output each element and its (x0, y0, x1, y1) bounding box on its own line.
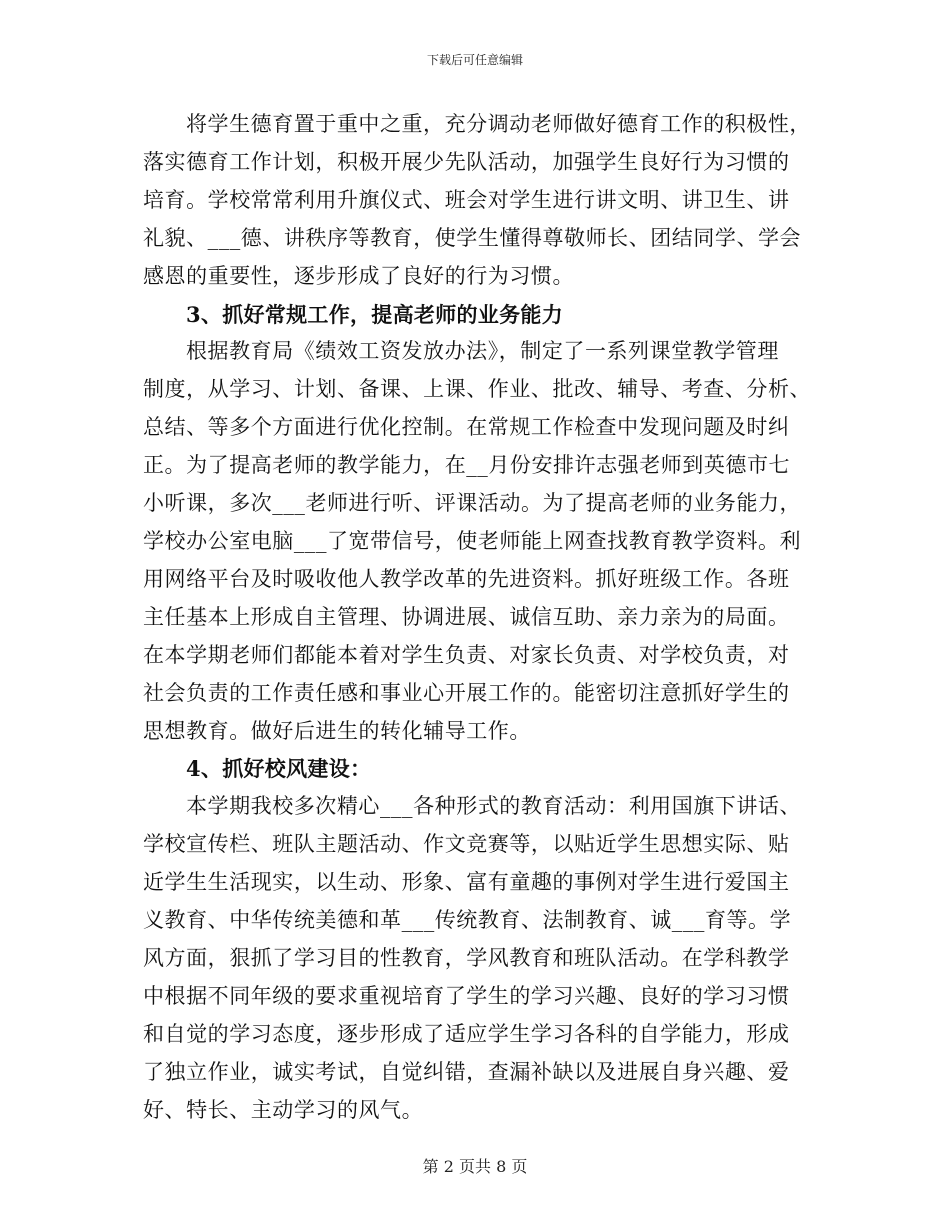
text-line: 学校办公室电脑___了宽带信号，使老师能上网查找教育教学资料。利 (143, 528, 802, 553)
text-line: 主任基本上形成自主管理、协调进展、诚信互助、亲力亲为的局面。 (143, 604, 790, 629)
text-line: 用网络平台及时吸收他人教学改革的先进资料。抓好班级工作。各班 (143, 566, 790, 591)
section-heading-4: 4、抓好校风建设： (186, 756, 372, 782)
text-line: 本学期我校多次精心___各种形式的教育活动：利用国旗下讲话、 (186, 794, 801, 819)
paragraph-moral-education (143, 106, 813, 296)
text-line: 落实德育工作计划，积极开展少先队活动，加强学生良好行为习惯的 (143, 149, 790, 174)
text-line: 和自觉的学习态度，逐步形成了适应学生学习各科的自学能力，形成 (143, 1021, 790, 1046)
text-line: 风方面，狠抓了学习目的性教育，学风教育和班队活动。在学科教学 (143, 945, 790, 970)
text-line: 小听课，多次___老师进行听、评课活动。为了提高老师的业务能力， (143, 491, 802, 516)
text-line: 将学生德育置于重中之重，充分调动老师做好德育工作的积极性， (186, 112, 811, 136)
text-line: 中根据不同年级的要求重视培育了学生的学习兴趣、良好的学习习惯 (143, 983, 790, 1008)
page-footer: 第 2 页共 8 页 (422, 1157, 528, 1176)
paragraph-routine-work (143, 333, 813, 750)
text-line: 好、特长、主动学习的风气。 (143, 1097, 424, 1122)
text-line: 礼貌、___德、讲秩序等教育，使学生懂得尊敬师长、团结同学、学会 (143, 225, 802, 250)
page-header: 下载后可任意编辑 (426, 53, 523, 67)
document-body (143, 106, 813, 1129)
text-line: 学校宣传栏、班队主题活动、作文竞赛等，以贴近学生思想实际、贴 (143, 832, 790, 857)
section-heading-3: 3、抓好常规工作，提高老师的业务能力 (186, 301, 564, 327)
text-line: 社会负责的工作责任感和事业心开展工作的。能密切注意抓好学生的 (143, 680, 790, 705)
text-line: 根据教育局《绩效工资发放办法》，制定了一系列课堂教学管理 (186, 339, 779, 364)
paragraph-school-spirit (143, 788, 813, 1129)
text-line: 培育。学校常常利用升旗仪式、班会对学生进行讲文明、讲卫生、讲 (143, 187, 790, 212)
text-line: 制度，从学习、计划、备课、上课、作业、批改、辅导、考查、分析、 (143, 377, 812, 402)
text-line: 近学生生活现实，以生动、形象、富有童趣的事例对学生进行爱国主 (143, 870, 790, 895)
text-line: 了独立作业，诚实考试，自觉纠错，查漏补缺以及进展自身兴趣、爱 (143, 1059, 790, 1084)
text-line: 义教育、中华传统美德和革___传统教育、法制教育、诚___育等。学 (143, 908, 792, 933)
text-line: 总结、等多个方面进行优化控制。在常规工作检查中发现问题及时纠 (143, 415, 790, 440)
text-line: 思想教育。做好后进生的转化辅导工作。 (143, 718, 531, 743)
text-line: 在本学期老师们都能本着对学生负责、对家长负责、对学校负责，对 (143, 642, 790, 667)
text-line: 感恩的重要性，逐步形成了良好的行为习惯。 (143, 263, 574, 288)
text-line: 正。为了提高老师的教学能力，在__月份安排许志强老师到英德市七 (143, 453, 791, 478)
